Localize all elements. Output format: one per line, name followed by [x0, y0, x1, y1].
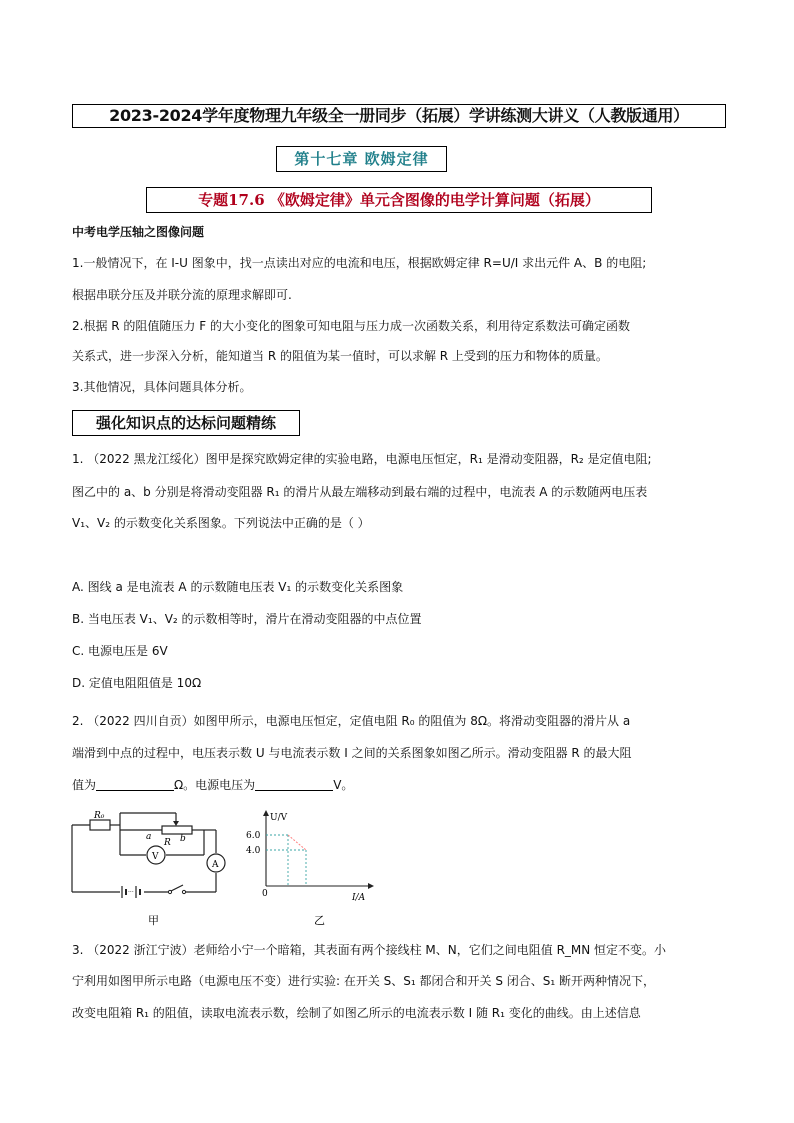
tick-4-label: 4.0 [246, 846, 261, 856]
x-axis-arrow [368, 883, 374, 889]
q2-line3-a: 值为 [72, 778, 97, 792]
q2-line3 [72, 777, 732, 793]
q1-line2: 图乙中的 a、b 分别是将滑动变阻器 R₁ 的滑片从最左端移动到最右端的过程中，电流表 A 的示数随两电压表 [72, 485, 648, 499]
intro-p3: 3.其他情况，具体问题具体分析。 [72, 380, 252, 394]
circuit-diagram [66, 808, 246, 928]
answer-blank-resistance[interactable] [96, 778, 174, 791]
q1-option-d: D. 定值电阻阻值是 10Ω [72, 676, 202, 690]
y-axis-arrow [263, 810, 269, 816]
terminal-b-label: b [180, 834, 186, 844]
intro-p2-line1: 2.根据 R 的阻值随压力 F 的大小变化的图象可知电阻与压力成一次函数关系，利用待定系数法可确定函数 [72, 319, 630, 333]
q3-line3: 改变电阻箱 R₁ 的阻值，读取电流表示数，绘制了如图乙所示的电流表示数 I 随 R₁ 变化的曲线。由上述信息 [72, 1006, 641, 1020]
graph-line [288, 835, 306, 850]
circuit-caption: 甲 [148, 914, 159, 927]
q1-option-c: C. 电源电压是 6V [72, 644, 168, 658]
ammeter-label: A [212, 860, 219, 870]
x-axis-label: I/A [352, 893, 366, 903]
q1-option-b: B. 当电压表 V₁、V₂ 的示数相等时，滑片在滑动变阻器的中点位置 [72, 612, 422, 626]
chapter-title: 第十七章 欧姆定律 [276, 146, 447, 172]
topic-title: 专题17.6 《欧姆定律》单元含图像的电学计算问题（拓展） [146, 187, 652, 213]
q2-line1: 2. （2022 四川自贡）如图甲所示，电源电压恒定，定值电阻 R₀ 的阻值为 8Ω。将滑动变阻器的滑片从 a [72, 714, 631, 728]
intro-p2-line2: 关系式，进一步深入分析，能知道当 R 的阻值为某一值时，可以求解 R 上受到的压力和物体的质量。 [72, 349, 608, 363]
q3-line2: 宁利用如图甲所示电路（电源电压不变）进行实验: 在开关 S、S₁ 都闭合和开关 S 闭合、S₁ 断开两种情况下， [72, 974, 656, 988]
document-title: 2023-2024学年度物理九年级全一册同步（拓展）学讲练测大讲义（人教版通用） [72, 104, 726, 128]
r0-resistor [90, 820, 110, 830]
section-heading: 强化知识点的达标问题精练 [72, 410, 300, 436]
intro-heading: 中考电学压轴之图像问题 [72, 225, 205, 239]
origin-label: 0 [262, 889, 268, 899]
svg-text:···: ··· [128, 889, 134, 896]
terminal-a-label: a [146, 832, 152, 842]
answer-blank-voltage[interactable] [255, 778, 333, 791]
q1-line3: V₁、V₂ 的示数变化关系图象。下列说法中正确的是（ ） [72, 516, 370, 530]
graph-caption: 乙 [314, 914, 325, 927]
q2-line3-b: Ω。电源电压为 [174, 778, 256, 792]
tick-6-label: 6.0 [246, 831, 261, 841]
q2-line2: 端滑到中点的过程中，电压表示数 U 与电流表示数 I 之间的关系图象如图乙所示。滑动变阻器 R 的最大阻 [72, 746, 632, 760]
r0-label: R₀ [94, 811, 105, 821]
intro-p1-line2: 根据串联分压及并联分流的原理求解即可. [72, 288, 292, 302]
y-axis-label: U/V [270, 813, 288, 823]
switch-icon [168, 885, 185, 894]
rheostat [162, 826, 192, 834]
q1-option-a: A. 图线 a 是电流表 A 的示数随电压表 V₁ 的示数变化关系图象 [72, 580, 404, 594]
intro-p1-line1: 1.一般情况下，在 I-U 图象中，找一点读出对应的电流和电压，根据欧姆定律 R=U/I 求出元件 A、B 的电阻; [72, 256, 647, 270]
rheostat-label: R [164, 838, 171, 848]
voltmeter-label: V [152, 852, 159, 862]
ui-graph [240, 808, 380, 928]
q1-line1: 1. （2022 黑龙江绥化）图甲是探究欧姆定律的实验电路，电源电压恒定，R₁ 是滑动变阻器，R₂ 是定值电阻; [72, 452, 652, 466]
q2-line3-c: V。 [333, 778, 354, 792]
q3-line1: 3. （2022 浙江宁波）老师给小宁一个暗箱，其表面有两个接线柱 M、N，它们之间电阻值 R_MN 恒定不变。小 [72, 943, 667, 957]
